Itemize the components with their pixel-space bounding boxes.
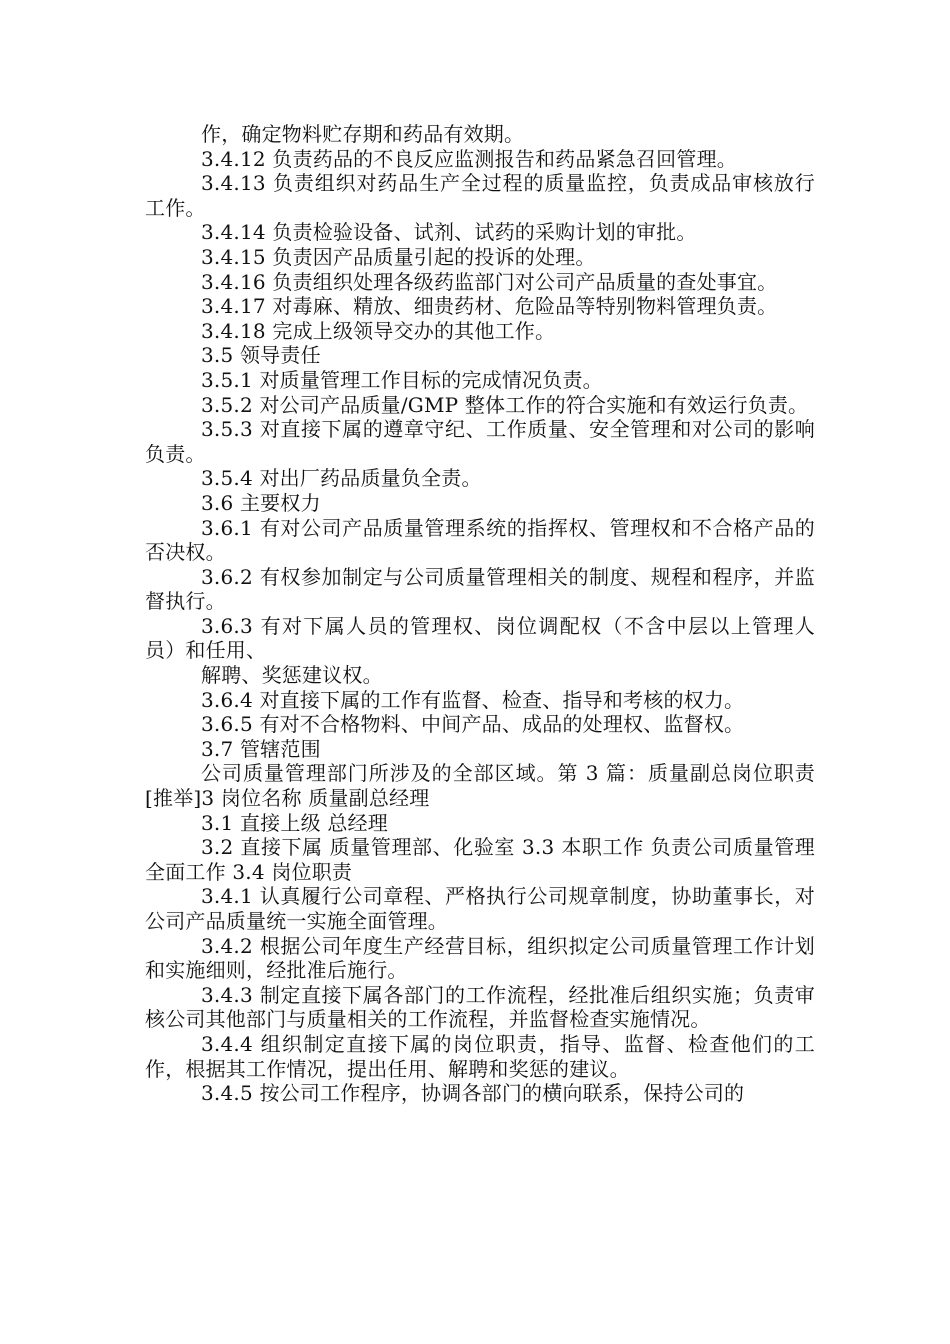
paragraph: 3.5.1 对质量管理工作目标的完成情况负责。 bbox=[201, 367, 603, 392]
paragraph: 3.6.1 有对公司产品质量管理系统的指挥权、管理权和不合格产品的否决权。 bbox=[145, 515, 815, 565]
paragraph: 3.5.3 对直接下属的遵章守纪、工作质量、安全管理和对公司的影响负责。 bbox=[145, 417, 815, 466]
paragraph: 3.4.16 负责组织处理各级药监部门对公司产品质量的查处事宜。 bbox=[201, 269, 778, 294]
paragraph: 3.5.2 对公司产品质量/GMP 整体工作的符合实施和有效运行负责。 bbox=[201, 392, 809, 417]
paragraph: 3.4.14 负责检验设备、试剂、试药的采购计划的审批。 bbox=[201, 220, 697, 245]
section-heading: 3.6 主要权力 bbox=[201, 490, 321, 515]
paragraph: 公司质量管理部门所涉及的全部区域。第 3 篇：质量副总岗位职责[推举]3 岗位名称 质量副总经理 bbox=[145, 761, 815, 811]
paragraph: 3.4.13 负责组织对药品生产全过程的质量监控，负责成品审核放行工作。 bbox=[145, 171, 815, 220]
section-heading: 3.5 领导责任 bbox=[201, 343, 321, 368]
paragraph: 3.4.15 负责因产品质量引起的投诉的处理。 bbox=[201, 244, 596, 269]
paragraph: 3.4.18 完成上级领导交办的其他工作。 bbox=[201, 318, 556, 343]
paragraph: 3.6.3 有对下属人员的管理权、岗位调配权（不含中层以上管理人员）和任用、 bbox=[145, 613, 815, 663]
paragraph: 3.4.5 按公司工作程序，协调各部门的横向联系，保持公司的 bbox=[201, 1081, 745, 1106]
document-body bbox=[145, 122, 815, 1106]
paragraph: 作，确定物料贮存期和药品有效期。 bbox=[201, 122, 525, 146]
paragraph: 3.4.3 制定直接下属各部门的工作流程，经批准后组织实施；负责审核公司其他部门与质量相关的工作流程，并监督检查实施情况。 bbox=[145, 982, 815, 1032]
paragraph: 3.4.4 组织制定直接下属的岗位职责，指导、监督、检查他们的工作，根据其工作情况，提出任用、解聘和奖惩的建议。 bbox=[145, 1031, 815, 1081]
paragraph: 3.6.4 对直接下属的工作有监督、检查、指导和考核的权力。 bbox=[201, 687, 745, 712]
paragraph: 3.5.4 对出厂药品质量负全责。 bbox=[201, 466, 482, 491]
paragraph: 3.6.2 有权参加制定与公司质量管理相关的制度、规程和程序，并监督执行。 bbox=[145, 564, 815, 614]
paragraph: 3.4.2 根据公司年度生产经营目标，组织拟定公司质量管理工作计划和实施细则，经批准后施行。 bbox=[145, 933, 815, 983]
paragraph: 解聘、奖惩建议权。 bbox=[201, 663, 383, 688]
paragraph: 3.1 直接上级 总经理 bbox=[201, 810, 388, 835]
paragraph: 3.6.5 有对不合格物料、中间产品、成品的处理权、监督权。 bbox=[201, 712, 745, 737]
section-heading: 3.7 管辖范围 bbox=[201, 736, 321, 761]
paragraph: 3.4.12 负责药品的不良反应监测报告和药品紧急召回管理。 bbox=[201, 146, 737, 171]
paragraph: 3.2 直接下属 质量管理部、化验室 3.3 本职工作 负责公司质量管理全面工作 3.4 岗位职责 bbox=[145, 835, 815, 884]
paragraph: 3.4.1 认真履行公司章程、严格执行公司规章制度，协助董事长，对公司产品质量统一实施全面管理。 bbox=[145, 884, 815, 933]
paragraph: 3.4.17 对毒麻、精放、细贵药材、危险品等特别物料管理负责。 bbox=[201, 294, 778, 319]
